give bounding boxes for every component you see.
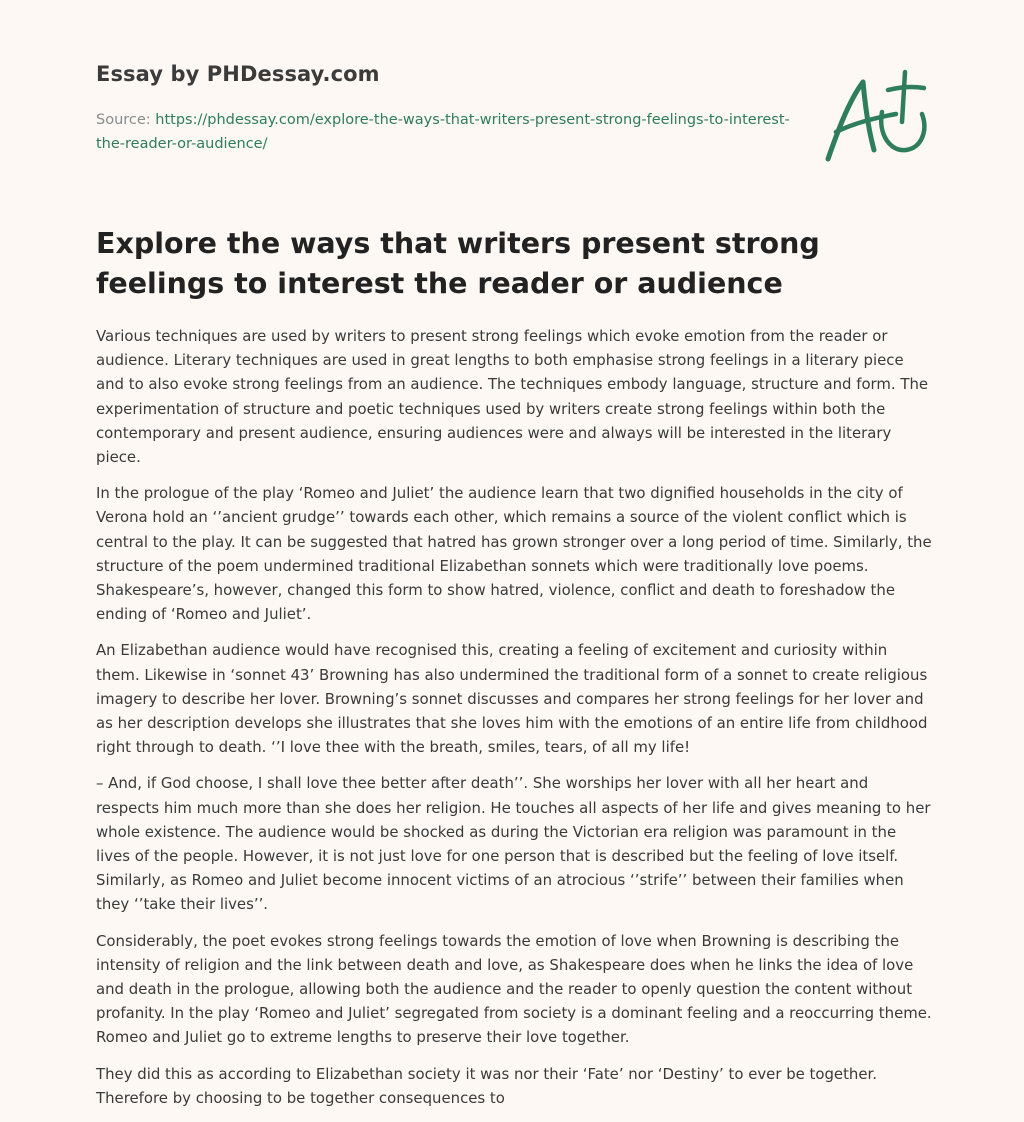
paragraph: Various techniques are used by writers to present strong feelings which evoke emotion from the reader or audience. Literary techniques are used in great lengths to both emphasise strong feelings in a literary piece and to also evoke strong feelings from an audience. The techniques embody language, structure and form. The experimentation of structure and poetic techniques used by writers create strong feelings within both the contemporary and present audience, ensuring audiences were and always will be interested in the literary piece.: [96, 327, 929, 467]
paragraph: In the prologue of the play ‘Romeo and Juliet’ the audience learn that two dignified households in the city of Verona hold an ‘’ancient grudge’’ towards each other, which remains a source of the violent conflict which is central to the play. It can be suggested that hatred has grown stronger over a long period of time. Similarly, the structure of the poem undermined traditional Elizabethan sonnets which were traditionally love poems. Shakespeare’s, however, changed this form to show hatred, violence, conflict and death to foreshadow the ending of ‘Romeo and Juliet’.: [96, 484, 932, 624]
site-brand: Essay by PHDessay.com: [96, 62, 380, 86]
article-title: Explore the ways that writers present strong feelings to interest the reader or audience: [96, 227, 820, 300]
paragraph: Considerably, the poet evokes strong feelings towards the emotion of love when Browning is describing the intensity of religion and the link between death and love, as Shakespeare does when he links the idea of love and death in the prologue, allowing both the audience and the reader to openly question the content without profanity. In the play ‘Romeo and Juliet’ segregated from society is a dominant feeling and a reoccurring theme. Romeo and Juliet go to extreme lengths to preserve their love together.: [96, 931, 932, 1047]
paragraph: They did this as according to Elizabethan society it was nor their ‘Fate’ nor ‘Destiny’ to ever be together. Therefore by choosing to be together consequences to: [96, 1064, 878, 1107]
paragraph: An Elizabethan audience would have recognised this, creating a feeling of excitement and curiosity within them. Likewise in ‘sonnet 43’ Browning has also undermined the traditional form of a sonnet to create religious imagery to describe her lover. Browning’s sonnet discusses and compares her strong feelings for her lover and as her description develops she illustrates that she loves him with the emotions of an entire life from childhood right through to death. ‘’I love thee with the breath, smiles, tears, of all my life!: [96, 641, 928, 757]
source-label: Source:: [96, 112, 156, 128]
article-body: [96, 324, 932, 1122]
page-header: [96, 62, 816, 156]
source-link[interactable]: https://phdessay.com/explore-the-ways-that-writers-present-strong-feelings-to-interest-the-reader-or-audience/: [96, 112, 790, 152]
paragraph: – And, if God choose, I shall love thee better after death’’. She worships her lover with all her heart and respects him much more than she does her religion. He touches all aspects of her life and gives meaning to her whole existence. The audience would be shocked as during the Victorian era religion was paramount in the lives of the people. However, it is not just love for one person that is described but the feeling of love itself. Similarly, as Romeo and Juliet become innocent victims of an atrocious ‘’strife’’ between their families when they ‘’take their lives’’.: [96, 774, 931, 914]
a-plus-grade-icon: [818, 64, 938, 168]
source-line: [96, 108, 816, 156]
